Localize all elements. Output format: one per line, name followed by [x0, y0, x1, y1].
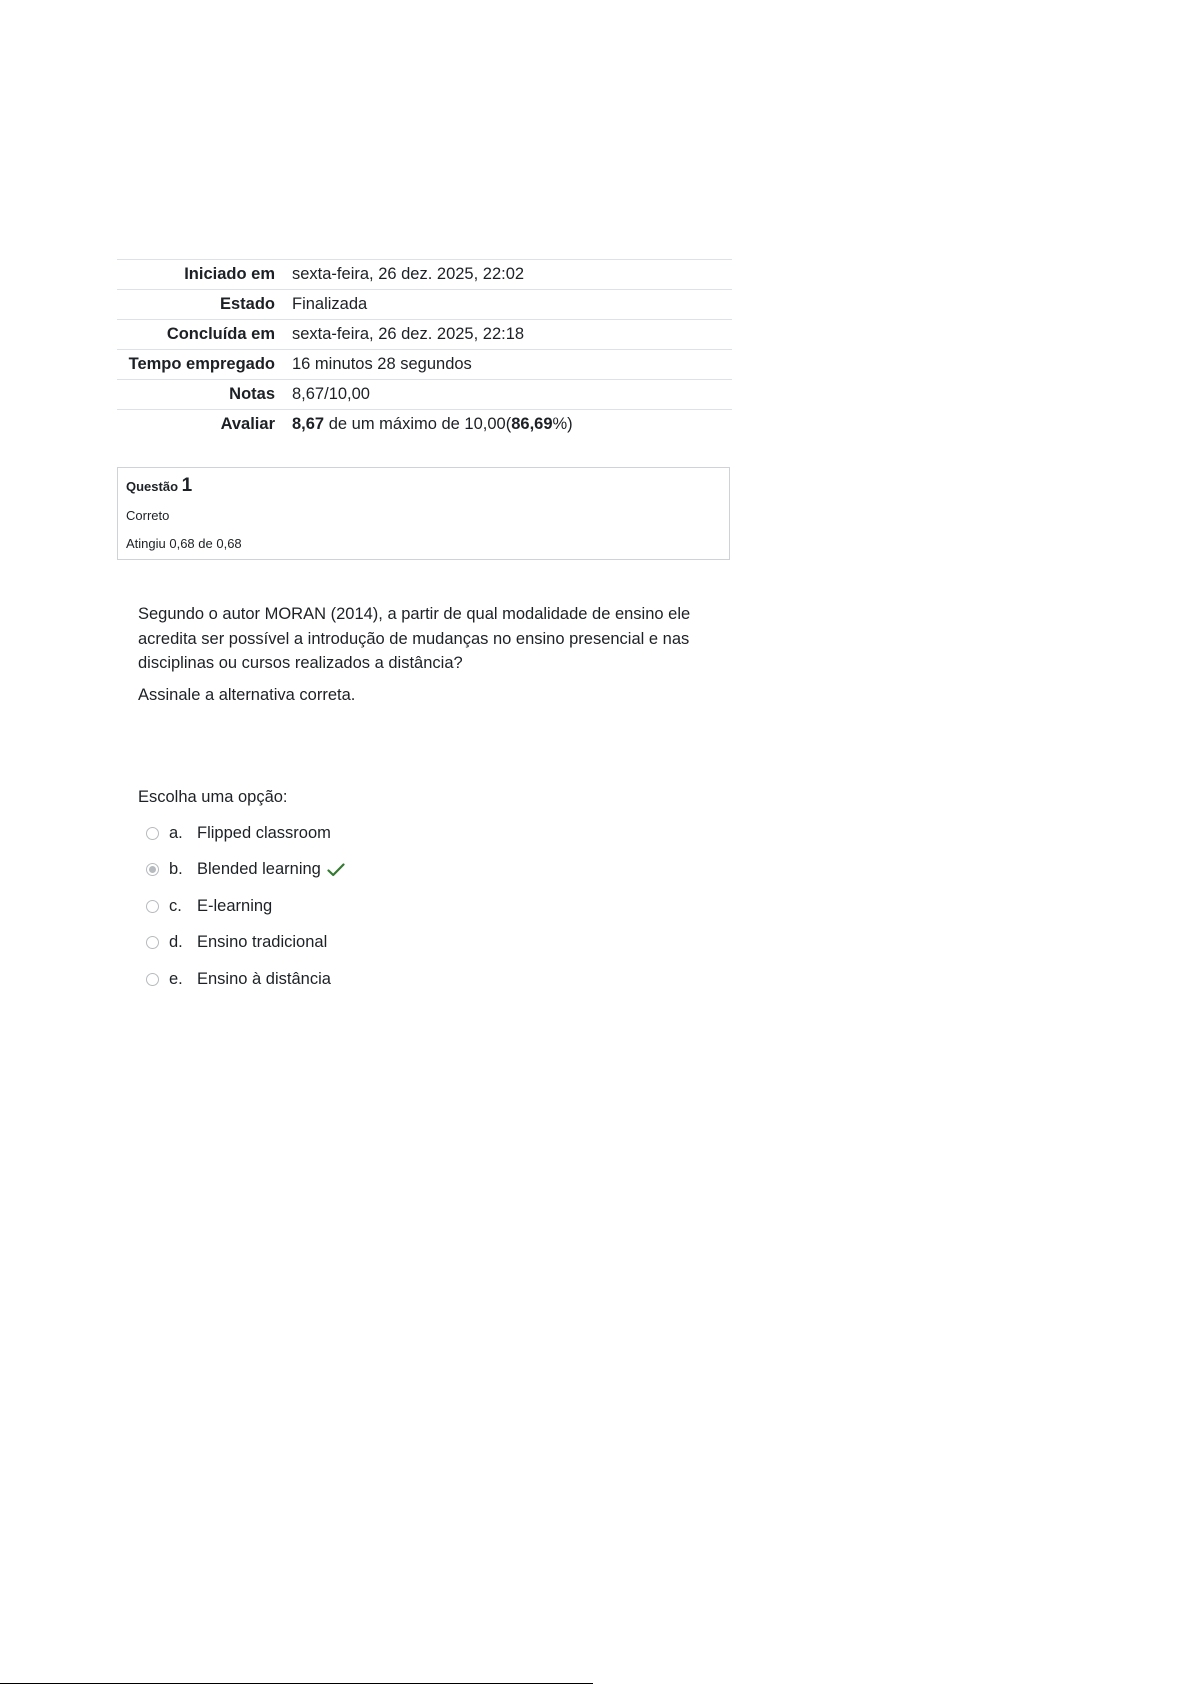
question-text: Segundo o autor MORAN (2014), a partir de qual modalidade de ensino ele acredita ser possível a introdução de mudanças no ensino presencial e nas disciplinas ou cursos realizados a distância?: [138, 605, 691, 672]
answer-option-a[interactable]: [146, 821, 345, 845]
attempt-summary-table: [117, 259, 732, 439]
summary-label: Estado: [219, 295, 275, 313]
summary-value: sexta-feira, 26 dez. 2025, 22:18: [292, 325, 525, 343]
question-mark: Atingiu 0,68 de 0,68: [126, 536, 242, 551]
grade-percent: 86,69: [511, 415, 553, 433]
summary-row-completed: [117, 320, 732, 350]
option-text: E-learning: [197, 896, 273, 915]
answer-prompt: Escolha uma opção:: [138, 788, 288, 806]
grade-suffix: %): [552, 415, 573, 433]
check-icon: [327, 863, 345, 877]
question-text-block: [138, 602, 708, 707]
summary-row-marks: [117, 380, 732, 410]
summary-label: Notas: [229, 385, 275, 403]
option-letter: d.: [169, 933, 183, 951]
grade-score: 8,67: [292, 415, 325, 433]
answer-option-b[interactable]: [146, 858, 345, 882]
option-letter: e.: [169, 969, 183, 988]
summary-label: Tempo empregado: [128, 355, 275, 373]
question-number: 1: [181, 475, 193, 496]
summary-value: Finalizada: [292, 295, 368, 313]
question-state: Correto: [126, 508, 170, 523]
summary-row-time-taken: [117, 350, 732, 380]
question-title-label: Questão: [126, 479, 179, 494]
summary-label: Avaliar: [220, 415, 275, 433]
radio-button[interactable]: [146, 973, 159, 986]
summary-row-started: [117, 260, 732, 290]
answer-option-e[interactable]: [146, 967, 345, 991]
summary-row-state: [117, 290, 732, 320]
summary-row-grade: [117, 410, 732, 440]
option-text: Ensino tradicional: [197, 933, 328, 951]
summary-label: Iniciado em: [184, 265, 275, 283]
summary-value: 8,67/10,00: [292, 385, 370, 403]
page-divider: [0, 1683, 593, 1684]
radio-button[interactable]: [146, 827, 159, 840]
option-letter: a.: [169, 823, 183, 842]
question-info-box: [117, 467, 730, 560]
summary-label: Concluída em: [166, 325, 275, 343]
summary-value: sexta-feira, 26 dez. 2025, 22:02: [292, 265, 525, 283]
radio-button-selected[interactable]: [146, 863, 159, 876]
question-title: [126, 475, 721, 498]
radio-button[interactable]: [146, 900, 159, 913]
option-text: Blended learning: [197, 860, 321, 878]
summary-value: 16 minutos 28 segundos: [292, 355, 472, 373]
answer-option-c[interactable]: [146, 894, 345, 918]
grade-middle: de um máximo de 10,00(: [324, 415, 512, 433]
option-letter: b.: [169, 860, 183, 878]
question-instruction: Assinale a alternativa correta.: [138, 685, 356, 704]
option-text: Ensino à distância: [197, 969, 331, 988]
summary-value: [292, 410, 732, 440]
answer-options: [146, 821, 345, 1004]
option-letter: c.: [169, 896, 182, 915]
answer-option-d[interactable]: [146, 931, 345, 955]
radio-button[interactable]: [146, 936, 159, 949]
option-text: Flipped classroom: [197, 823, 331, 842]
